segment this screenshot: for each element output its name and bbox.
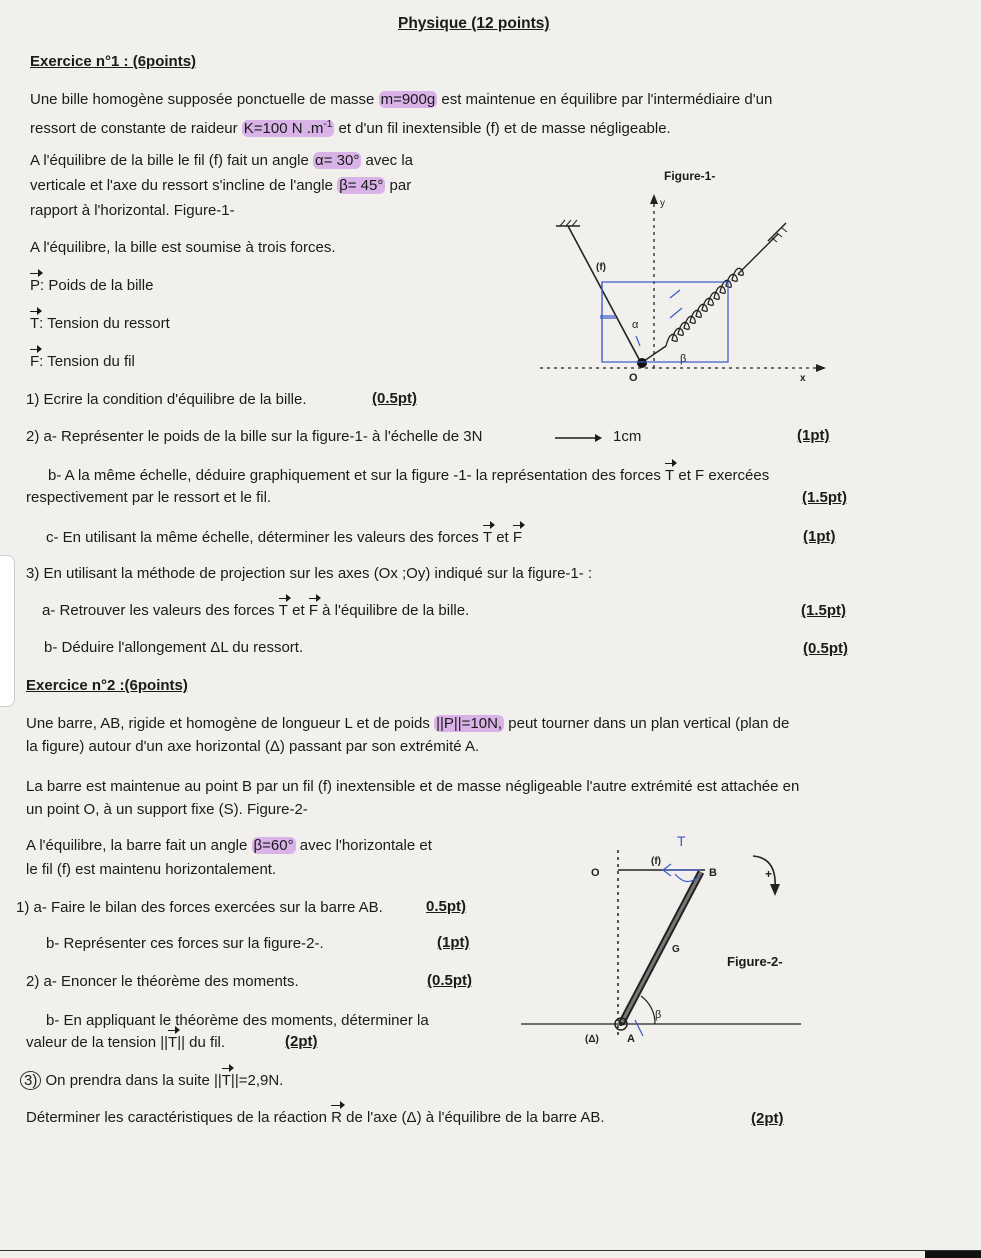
ex2-q2b-points: (2pt)	[285, 1033, 318, 1050]
ex1-q2b-line2: respectivement par le ressort et le fil.	[26, 489, 272, 506]
ex1-heading: Exercice n°1 : (6points)	[30, 53, 197, 70]
point-g-label: G	[672, 944, 680, 955]
ex1-line2: ressort de constante de raideur K=100 N $.m^{-1}$ et d'un fil inextensible (f) et de masse négligeable.	[30, 119, 671, 137]
ex1-q3b-points: (0.5pt)	[803, 640, 848, 657]
ex2-heading: Exercice n°2 :(6points)	[26, 677, 188, 694]
ex1-line3: A l'équilibre de la bille le fil (f) fait un angle α= 30° avec la	[30, 152, 414, 169]
ex2-line3: La barre est maintenue au point B par un fil (f) inextensible et de masse négligeable l'autre extrémité est attachée en	[26, 778, 800, 795]
ex2-q2a: 2) a- Enoncer le théorème des moments.	[26, 973, 299, 990]
ex2-q1a: 1) a- Faire le bilan des forces exercées sur la barre AB.	[16, 899, 383, 916]
ex2-q4-points: (2pt)	[751, 1110, 784, 1127]
ex2-q2b-line2: valeur de la tension ||T|| du fil.	[26, 1034, 226, 1051]
ex1-line5: rapport à l'horizontal. Figure-1-	[30, 202, 235, 219]
ex2-line5: A l'équilibre, la barre fait un angle β=60° avec l'horizontale et	[26, 837, 432, 854]
mass-highlight: m=900g	[380, 91, 436, 108]
ex1-q2a: 2) a- Représenter le poids de la bille sur la figure-1- à l'échelle de 3N	[26, 428, 483, 445]
ex2-q2b-line1: b- En appliquant le théorème des moments, déterminer la	[46, 1012, 429, 1029]
ex2-line4: un point O, à un support fixe (S). Figure-2-	[26, 801, 308, 818]
ex1-q1-points: (0.5pt)	[372, 390, 417, 407]
axis-delta-label: (Δ)	[585, 1034, 599, 1045]
ex1-q2c-points: (1pt)	[803, 528, 836, 545]
ex1-q2b-line1: b- A la même échelle, déduire graphiquement et sur la figure -1- la représentation des forces T et F exercées	[48, 467, 770, 484]
figure-1-title: Figure-1-	[664, 169, 716, 183]
scale-arrow	[553, 432, 603, 444]
ex2-line6: le fil (f) est maintenu horizontalement.	[26, 861, 277, 878]
ex2-q3: 3) On prendra dans la suite ||T||=2,9N.	[20, 1071, 283, 1091]
figure-1	[540, 168, 840, 393]
ex2-q1b: b- Représenter ces forces sur la figure-2-.	[46, 935, 324, 952]
ex2-q2a-points: (0.5pt)	[427, 972, 472, 989]
pencil-t-label: T	[677, 833, 686, 849]
thread-label: (f)	[596, 262, 606, 273]
point-b-label: B	[709, 867, 717, 879]
ex2-q1b-points: (1pt)	[437, 934, 470, 951]
ex2-line2: la figure) autour d'un axe horizontal (Δ) passant par son extrémité A.	[26, 738, 480, 755]
bar-beta-label: β	[655, 1009, 662, 1021]
stiffness-highlight: K=100 N $.m^{-1}$	[243, 119, 333, 137]
thread-f-label: (f)	[651, 856, 661, 867]
ex1-q3a-points: (1.5pt)	[801, 602, 846, 619]
ex1-q2b-points: (1.5pt)	[802, 489, 847, 506]
bottom-corner-mark	[925, 1251, 981, 1258]
force-t: T: Tension du ressort	[30, 315, 170, 332]
ex2-q1a-points: 0.5pt)	[426, 898, 467, 915]
ex1-q2a-points: (1pt)	[797, 427, 830, 444]
ex1-line1: Une bille homogène supposée ponctuelle de masse m=900g est maintenue en équilibre par l'intermédiaire d'un	[30, 91, 773, 108]
beta-label: β	[680, 353, 687, 365]
rotation-sign: +	[765, 867, 773, 881]
y-axis-label: y	[660, 198, 665, 209]
ex1-q2c: c- En utilisant la même échelle, déterminer les valeurs des forces T et F	[46, 529, 523, 546]
ex1-q1: 1) Ecrire la condition d'équilibre de la bille.	[26, 391, 307, 408]
x-axis-label: x	[800, 373, 806, 384]
ex2-q4: Déterminer les caractéristiques de la réaction R de l'axe (Δ) à l'équilibre de la barre AB.	[26, 1109, 605, 1126]
q3-circled-number: 3)	[20, 1071, 41, 1090]
force-f: F: Tension du fil	[30, 353, 135, 370]
alpha-highlight: α= 30°	[315, 152, 360, 169]
ex1-line4: verticale et l'axe du ressort s'incline de l'angle β= 45° par	[30, 177, 412, 194]
point-a-label: A	[627, 1033, 635, 1045]
figure-2	[515, 828, 805, 1053]
origin-label: O	[629, 372, 638, 384]
figure-2-title: Figure-2-	[727, 954, 783, 969]
point-o-label: O	[591, 867, 600, 879]
alpha-label: α	[632, 319, 639, 331]
ex1-line6: A l'équilibre, la bille est soumise à trois forces.	[30, 239, 336, 256]
ex1-q3: 3) En utilisant la méthode de projection sur les axes (Ox ;Oy) indiqué sur la figure-1- :	[26, 565, 593, 582]
weight-highlight: ||P||=10N,	[436, 715, 503, 732]
page-title: Physique (12 points)	[398, 15, 550, 32]
ex2-line1: Une barre, AB, rigide et homogène de longueur L et de poids ||P||=10N, peut tourner dans un plan vertical (plan de	[26, 715, 790, 732]
bar-angle-highlight: β=60°	[253, 837, 294, 854]
left-edge-tab	[0, 555, 15, 707]
beta-highlight: β= 45°	[339, 177, 384, 194]
ex1-q3b: b- Déduire l'allongement ΔL du ressort.	[44, 639, 304, 656]
ex1-q3a: a- Retrouver les valeurs des forces T et F à l'équilibre de la bille.	[42, 602, 470, 619]
force-p: P: Poids de la bille	[30, 277, 154, 294]
scale-value: 1cm	[613, 428, 642, 445]
bottom-divider	[0, 1250, 981, 1251]
